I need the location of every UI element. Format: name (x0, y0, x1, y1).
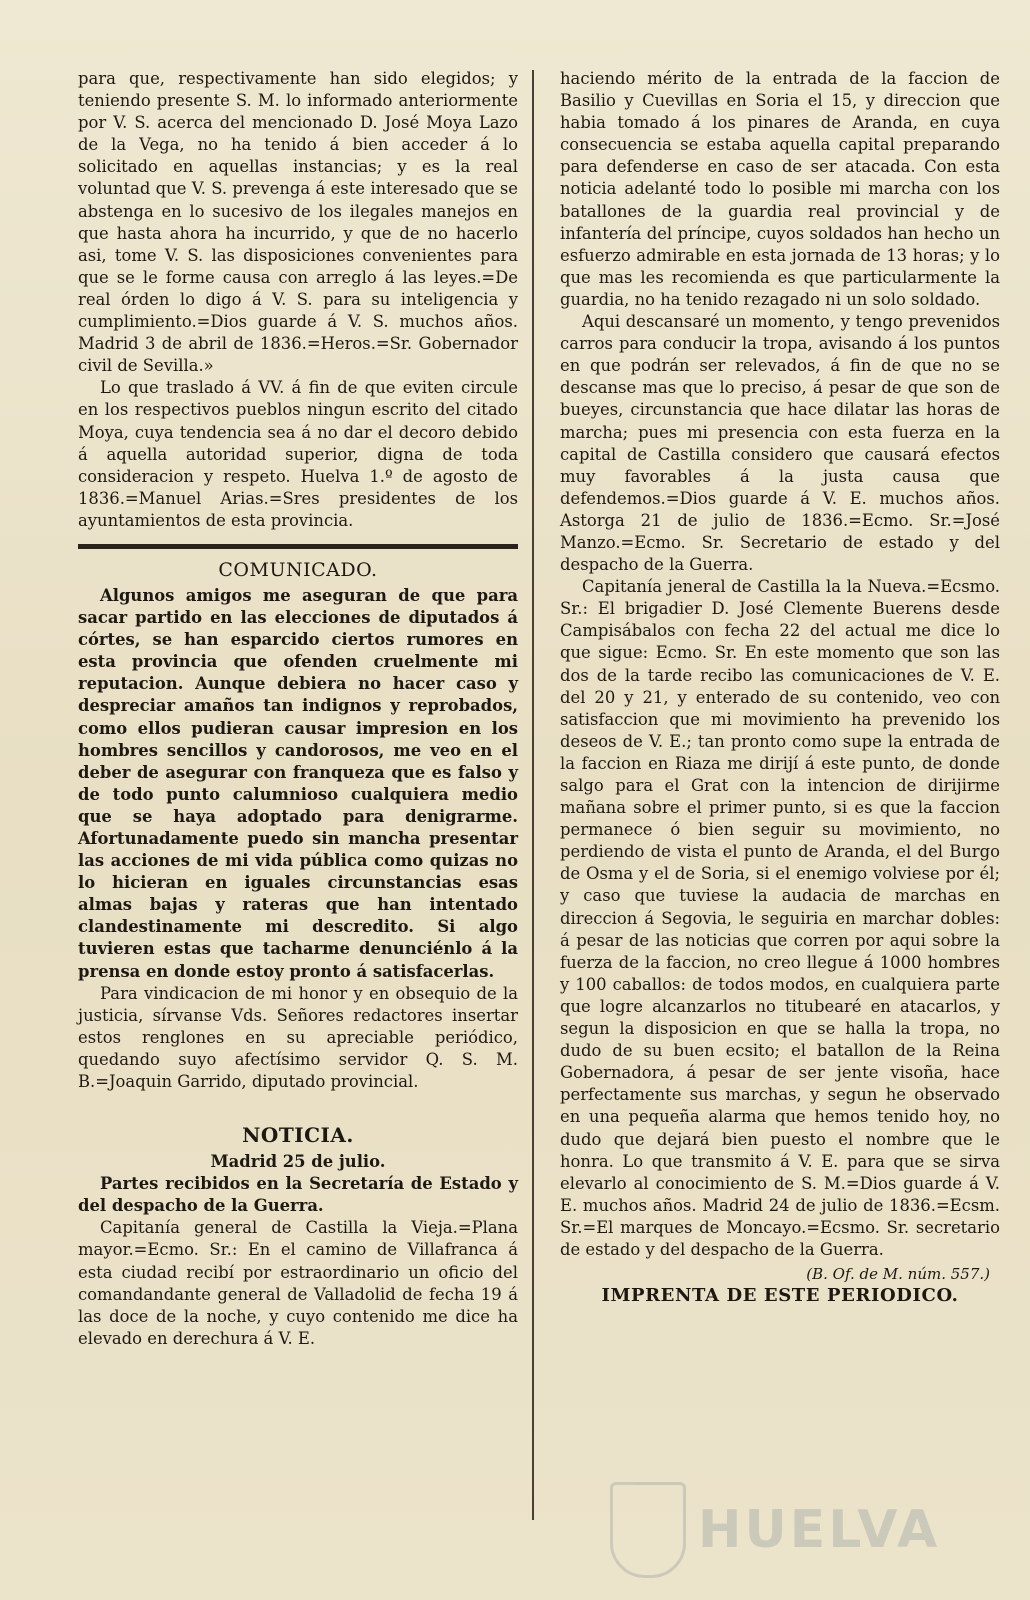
report-continuation: haciendo mérito de la entrada de la faccion de Basilio y Cuevillas en Soria el 15, y direccion que habia tomado á los pinares de Aranda, en cuya consecuencia se estaba aquella capital preparando para defenderse en caso de ser atacada. Con esta noticia adelanté todo lo posible mi marcha con los batallones de la guardia real provincial y de infantería del príncipe, cuyos soldados han hecho un esfuerzo admirable en esta jornada de 13 horas; y lo que mas les recomienda es que particularmente la guardia, no ha tenido rezagado ni un solo soldado. (560, 69, 1000, 309)
decree-continuation: para que, respectivamente han sido elegidos; y teniendo presente S. M. lo informado anteriormente por V. S. acerca del mencionado D. José Moya Lazo de la Vega, no ha tenido á bien acceder á lo solicitado en aquellas instancias; y es la real voluntad que V. S. prevenga á este interesado que se abstenga en lo sucesivo de los ilegales manejos en que hasta ahora ha incurrido, y que de no hacerlo asi, tome V. S. las disposiciones convenientes para que se le forme causa con arreglo á las leyes.=De real órden lo digo á V. S. para su inteligencia y cumplimiento.=Dios guarde á V. S. muchos años. Madrid 3 de abril de 1836.=Heros.=Sr. Gobernador civil de Sevilla.» (78, 69, 518, 376)
capitania-vieja-paragraph: Capitanía general de Castilla la Vieja.=Plana mayor.=Ecmo. Sr.: En el camino de Villafranca á esta ciudad recibí por estraordinario un oficio del comandandante general de Valladolid de fecha 19 á las doce de la noche, y cuyo contenido me dice ha elevado en derechura á V. E. (78, 1218, 518, 1348)
source-citation: (B. Of. de M. núm. 557.) (806, 1265, 990, 1284)
shield-icon (610, 1482, 686, 1578)
left-column (78, 68, 518, 1350)
imprenta-footer: IMPRENTA DE ESTE PERIODICO. (601, 1285, 959, 1307)
section-separator (78, 544, 518, 549)
comunicado-closing: Para vindicacion de mi honor y en obsequio de la justicia, sírvanse Vds. Señores redactores insertar estos renglones en su apreciable periódico, quedando suyo afectísimo servidor Q. S. M. B.=Joaquin Garrido, diputado provincial. (78, 983, 518, 1092)
capitania-nueva-paragraph: Capitanía jeneral de Castilla la la Nueva.=Ecsmo. Sr.: El brigadier D. José Clemente Buerens desde Campisábalos con fecha 22 del actual me dice lo que sigue: Ecmo. Sr. En este momento que son las dos de la tarde recibo las comunicaciones de V. E. del 20 y 21, y enterado de su contenido, veo con satisfaccion que mi movimiento ha prevenido los deseos de V. E.; tan pronto como supe la entrada de la faccion en Riaza me dirijí á este punto, de donde salgo para el Grat con la intencion de dirijirme mañana sobre el primer punto, si es que la faccion permanece ó bien seguir su movimiento, no perdiendo de vista el punto de Aranda, el del Burgo de Osma y el de Soria, si el enemigo volviese por él; y caso que tuviese la audacia de marchas en direccion á Segovia, le seguiria en marchar dobles: á pesar de las noticias que corren por aqui sobre la fuerza de la faccion, no creo llegue á 1000 hombres y 100 caballos: de todos modos, en cualquiera parte que logre alcanzarlos no titubearé en atacarlos, y segun la disposicion en que se halla la tropa, no dudo de su buen ecsito; el batallon de la Reina Gobernadora, á pesar de ser jente visoña, hace perfectamente sus marchas, y segun he observado en una pequeña alarma que hemos tenido hoy, no dudo que dejará bien puesto el nombre que le honra. Lo que transmito á V. E. para que se sirva elevarlo al conocimiento de S. M.=Dios guarde á V. E. muchos años. Madrid 24 de julio de 1836.=Ecsm. Sr.=El marques de Moncayo.=Ecsmo. Sr. secretario de estado y del despacho de la Guerra. (560, 577, 1000, 1259)
astorga-paragraph: Aqui descansaré un momento, y tengo prevenidos carros para conducir la tropa, avisando á los puntos en que podrán ser relevados, á fin de que no se descanse mas que lo preciso, á pesar de que son de bueyes, circunstancia que hace dilatar las horas de marcha; pues mi presencia con esta fuerza en la capital de Castilla considero que causará efectos muy favorables á la justa causa que defendemos.=Dios guarde á V. E. muchos años. Astorga 21 de julio de 1836.=Ecmo. Sr.=José Manzo.=Ecmo. Sr. Secretario de estado y del despacho de la Guerra. (560, 312, 1000, 575)
column-divider (532, 70, 534, 1520)
comunicado-paragraph: Algunos amigos me aseguran de que para sacar partido en las elecciones de diputados á córtes, se han esparcido ciertos rumores en esta provincia que ofenden cruelmente mi reputacion. Aunque debiera no hacer caso y despreciar amaños tan indignos y reprobados, como ellos pudieran causar impresion en los hombres sencillos y candorosos, me veo en el deber de asegurar con franqueza que es falso y de todo punto calumnioso cualquiera medio que se haya adoptado para denigrarme. Afortunadamente puedo sin mancha presentar las acciones de mi vida pública como quizas no lo hicieran en iguales circunstancias esas almas bajas y rateras que han intentado clandestinamente mi descredito. Si algo tuvieren estas que tacharme denunciénlo á la prensa en donde estoy pronto á satisfacerlas. (78, 585, 518, 981)
partes-heading: Partes recibidos en la Secretaría de Estado y del despacho de la Guerra. (78, 1174, 518, 1216)
transcription-paragraph: Lo que traslado á VV. á fin de que eviten circule en los respectivos pueblos ningun escrito del citado Moya, cuya tendencia sea á no dar el decoro debido á aquella autoridad superior, digna de toda consideracion y respeto. Huelva 1.º de agosto de 1836.=Manuel Arias.=Sres presidentes de los ayuntamientos de esta provincia. (78, 378, 518, 530)
watermark-text: HUELVA (698, 1500, 941, 1560)
right-column (560, 68, 1000, 1306)
noticia-heading: NOTICIA. (242, 1123, 354, 1148)
comunicado-heading: COMUNICADO. (218, 558, 378, 581)
spacer (78, 1093, 518, 1115)
dateline: Madrid 25 de julio. (210, 1152, 386, 1172)
archive-watermark (610, 1482, 940, 1578)
